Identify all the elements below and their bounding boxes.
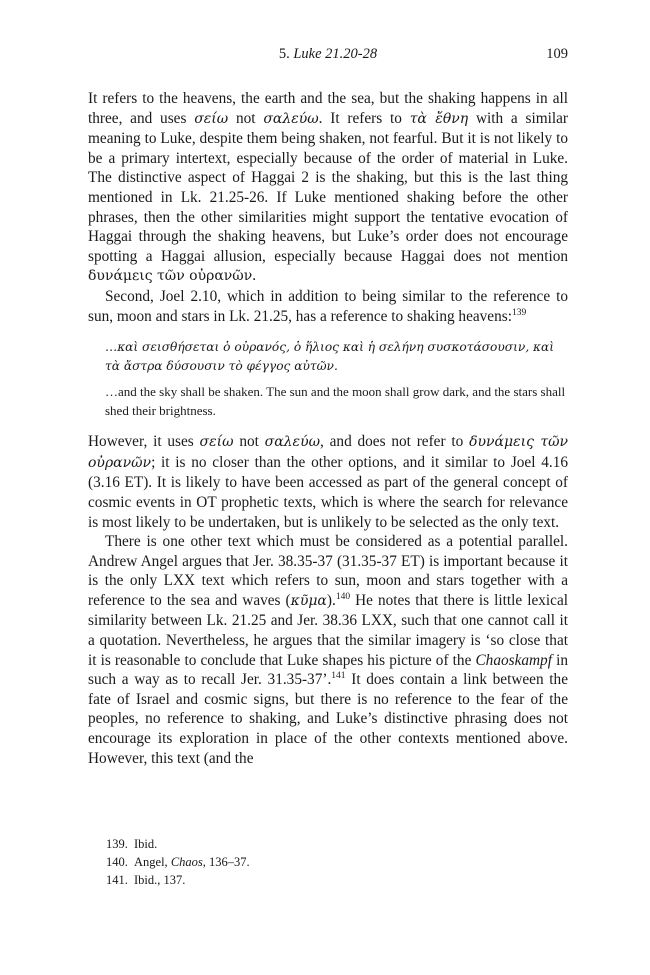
text-run: . It refers to [318, 109, 410, 127]
footnote [106, 871, 250, 889]
footnote-ref[interactable]: 139 [511, 307, 527, 318]
paragraph-4 [88, 532, 568, 768]
footnote [106, 835, 250, 853]
italic-term: Chaoskampf [475, 651, 552, 669]
footnote-ref[interactable]: 141 [331, 671, 346, 682]
text-run: , and does not refer to [320, 433, 470, 451]
footnote-text: Ibid. [134, 837, 158, 851]
greek-word: σείω [199, 434, 234, 451]
footnote-ref[interactable]: 140 [335, 591, 351, 602]
greek-phrase: δυνάμεις τῶν οὐρανῶν [88, 434, 569, 471]
footnote-number: 140. [106, 855, 128, 869]
chapter-title: Luke 21.20-28 [293, 46, 378, 62]
greek-word: κῦμα [290, 592, 327, 609]
paragraph-3 [88, 432, 568, 532]
greek-word: τὰ ἔθνη [409, 110, 469, 127]
text-run: ). [326, 591, 336, 609]
footnote-number: 141. [106, 873, 128, 887]
text-run: Second, Joel 2.10, which in addition to being similar to the reference to sun, moon and stars in Lk. 21.25, has a reference to shaking heavens: [88, 287, 568, 325]
greek-word: σαλεύω [264, 434, 320, 451]
footnote-text: Angel, [134, 855, 171, 869]
footnote-number: 139. [106, 837, 128, 851]
chapter-prefix: 5. [278, 46, 294, 62]
text-run: not [228, 109, 264, 127]
block-quote-english: …and the sky shall be shaken. The sun and the moon shall grow dark, and the stars shall shed their brightness. [105, 384, 566, 419]
main-text [88, 89, 568, 768]
footnotes [106, 835, 250, 889]
greek-word: σαλεύω [263, 110, 319, 127]
text-run: It refers to the heavens, the earth and the sea, but the shaking happens in all three, and uses [88, 90, 568, 127]
footnote-text: Ibid., 137. [134, 873, 186, 887]
page-number: 109 [546, 46, 568, 62]
text-run: ; it is no closer than the other options, and it similar to Joel 4.16 (3.16 ET). It is likely to have been accessed as part of the general concept of cosmic events in OT prophetic texts, which is where the search for relevance is most likely to be undertaken, but is unlikely to be selected as the only text. [88, 453, 568, 531]
footnote [106, 853, 250, 871]
text-run: It does contain a link between the fate of Israel and cosmic signs, but there is no reference to the fear of the peoples, no reference to shaking, and Luke’s distinctive phrasing does not encourage its exploration in place of the other contexts mentioned above. However, this text (and the [88, 671, 568, 767]
paragraph-1 [88, 89, 568, 287]
block-quote [105, 338, 568, 420]
text-run: in such a way as to recall Jer. 31.35-37’. [88, 651, 568, 689]
running-head [88, 46, 568, 66]
footnote-italic: Chaos [170, 855, 203, 869]
greek-word: σείω [194, 110, 229, 127]
paragraph-2 [88, 287, 568, 326]
footnote-text: , 136–37. [202, 855, 250, 869]
text-run: There is one other text which must be considered as a potential parallel. Andrew Angel argues that Jer. 38.35-37 (31.35-37 ET) is important because it is the only LXX text which refers to sun, moon and stars together with a reference to the sea and waves ( [88, 533, 568, 609]
text-run: He notes that there is little lexical similarity between Lk. 21.25 and Jer. 38.36 LXX, such that one cannot call it a quotation. Nevertheless, he argues that the similar imagery is ‘so close that it is reasonable to conclude that Luke shapes his picture of the [88, 591, 568, 669]
block-quote-greek: …καὶ σεισθήσεται ὁ οὐρανός, ὁ ἥλιος καὶ ἡ σελήνη συσκοτάσουσιν, καὶ τὰ ἄστρα δύσουσιν τὸ φέγγος αὐτῶν. [105, 340, 555, 374]
text-run: . [252, 267, 257, 285]
text-run: However, it uses [88, 433, 200, 451]
text-run: with a similar meaning to Luke, despite them being shaken, not fearful. But it is not likely to be a primary intertext, especially because of the order of material in Luke. The distinctive aspect of Haggai 2 is the shaking, but this is the last thing mentioned in Lk. 21.25-26. If Luke mentioned shaking before the other phrases, then the other similarities might support the tentative evocation of Haggai through the shaking heavens, but Luke’s order does not encourage spotting a Haggai allusion, especially because Haggai does not mention [88, 109, 568, 265]
text-run: not [233, 433, 265, 451]
greek-phrase: δυνάμεις τῶν οὐρανῶν [88, 268, 253, 285]
chapter-heading [88, 46, 568, 63]
